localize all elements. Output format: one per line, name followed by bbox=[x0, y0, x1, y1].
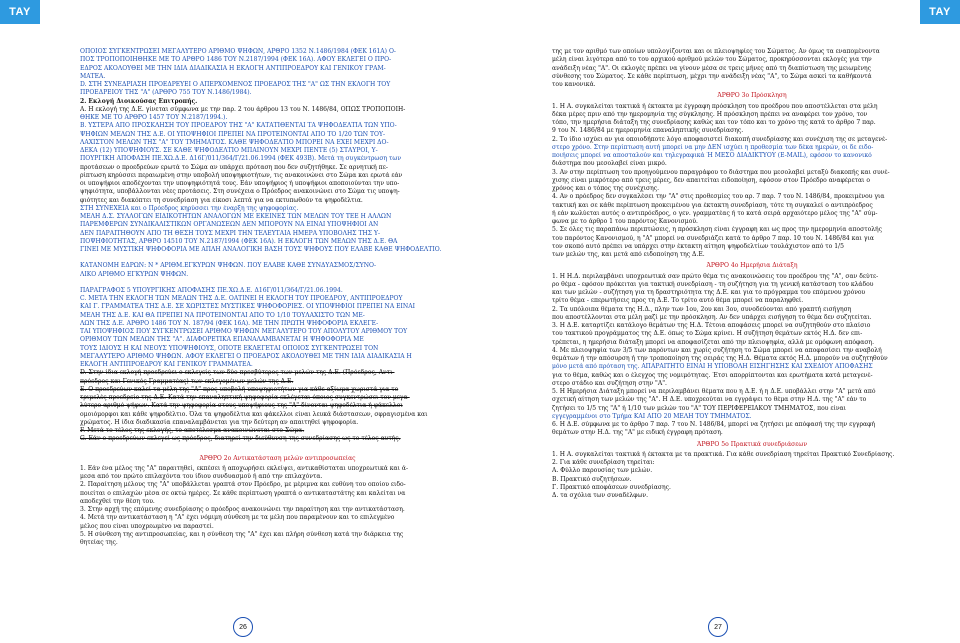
list-item: αποδεχθεί την θέση του. bbox=[80, 497, 155, 505]
list-item: σχετική αίτηση των μελών της "Α". Η Δ.Ε. υποχρεούται να εγγράψει το θέμα στην Η.Δ. της "Α" εάν το bbox=[552, 396, 867, 404]
list-item: του παρόντος Κανονισμού, η "Α" μπορεί να συνεδριάζει κατά το άρθρο 7 παρ. 10 του Ν. 1486/84 και για bbox=[552, 234, 874, 242]
text-line: Ε. Ο προεδρεύων καλεί τα μέλη της "Α" προς υποβολή υποψηφιοτήτων για κάθε αξίωμα χωριστά για το bbox=[80, 385, 399, 393]
article-4-heading: ΆΡΘΡΟ 4ο Ημερήσια Διάταξη bbox=[706, 262, 798, 270]
text-line: ΜΕΓΑΛΥΤΕΡΟ ΑΡΙΘΜΟ ΨΗΦΩΝ. ΑΦΟΥ ΕΚΛΕΓΕΙ Ο ΠΡΟΕΔΡΟΣ ΑΚΟΛΟΥΘΕΙ ΜΕ ΤΗΝ ΙΔΙΑ ΔΙΑΔΙΚΑΣΙΑ Η bbox=[80, 352, 412, 360]
list-item: τρίτο θέμα - επερωτήσεις προς τη Δ.Ε. Το τρίτο αυτό θέμα μπορεί να παραληφθεί. bbox=[552, 297, 804, 305]
list-item: ρο θέμα - εφόσον πρόκειται για τακτική συνεδρίαση - τη συζήτηση για τη γενική κατάσταση του κλάδου bbox=[552, 280, 874, 288]
list-item: 4. Μετά την αντικατάσταση η "Α" έχει νόμιμη σύνθεση με τα μέλη που παραμένουν και το επιλεγμένο bbox=[80, 514, 395, 522]
text-line: πρόεδρος και Γενικός Γραμματέας) των εκλεγομένων μελών της Δ.Ε. bbox=[80, 377, 294, 385]
text-line: ΠΟΥΡΓΙΚΗ ΑΠΟΦΑΣΗ ΠΕ.ΧΩ.Δ.Ε. Δ16Γ/011/364/Γ/21.06.1994 (ΦΕΚ 493Β). Μετά τη συγκέντρωση των bbox=[80, 155, 401, 163]
text-line: ΟΡΙΘΜΟΥ ΤΩΝ ΜΕΛΩΝ ΤΗΣ "Α". ΔΙΑΦΟΡΕΤΙΚΑ ΕΠΑΝΑΛΑΜΒΑΝΕΤΑΙ Η ΨΗΦΟΦΟΡΙΑ ΜΕ bbox=[80, 336, 364, 344]
article-3-heading: ΆΡΘΡΟ 3ο Πρόσκληση bbox=[717, 92, 787, 100]
list-item: 5. Σε όλες τις παραπάνω περιπτώσεις, η πρόσκληση είναι έγγραφη και ως προς την ημερομηνία αποστολής bbox=[552, 226, 883, 234]
list-item: χρόνος και ο τόπος της συνέχισης. bbox=[552, 185, 660, 192]
page-number-right: 27 bbox=[708, 617, 728, 637]
text-line: της με τον αριθμό των οποίων υπολογίζονται και οι πλειοψηφίες του Σώματος. Αν όμως τα εναπομένοντα bbox=[552, 48, 880, 55]
list-item: τρέπεται, η ημερήσια διάταξη μπορεί να αποφασίζεται από την πλειοψηφία, αλλά με ομόφωνη απόφαση. bbox=[552, 338, 875, 346]
list-item: μεσα από τον πρώτο επιλαχόντα του ίδιου συνδυασμού ή από την επιλαχόντα. bbox=[80, 473, 323, 480]
text-line: Β. ΥΣΤΕΡΑ ΑΠΟ ΠΡΟΣΚΛΗΣΗ ΤΟΥ ΠΡΟΕΔΡΟΥ ΤΗΣ "Α" ΚΑΤΑΤΙΘΕΝΤΑΙ ΤΑ ΨΗΦΟΔΕΛΤΙΑ ΤΩΝ ΥΠΟ- bbox=[80, 122, 397, 130]
text-line: ΕΚΛΟΓΗ ΑΝΤΙΠΡΟΕΔΡΟΥ ΚΑΙ ΓΕΝΙΚΟΥ ΓΡΑΜΜΑΤΕΑ. bbox=[80, 361, 253, 368]
list-item: ποιήσεις μπορεί να αποσταλούν και τηλεγραφικά Ή ΜΕΣΟ ΔΙΑΔΙΚΤΥΟΥ (E-MAIL), εφόσον το κανονικό bbox=[552, 152, 872, 159]
list-item: τόπο, την ημερήσια διάταξη της συνεδρίασης καθώς και τον τόπο και το χρόνο της κατά το άρθρο 7 παρ. bbox=[552, 119, 876, 126]
text-line bbox=[80, 254, 475, 262]
list-item: 2. Για κάθε συνεδρίαση τηρείται: bbox=[552, 459, 655, 466]
list-item: 4. Αν ο πρόεδρος δεν συγκαλέσει την "Α" στις προθεσμίες του αρ. 7 παρ. 7 του Ν. 1486/84, προκειμένου για bbox=[552, 193, 885, 201]
list-item: ή εάν κωλύεται αυτός ο αντιπρόεδρος, ο γεν. γραμματέας ή το κατά σειρά αρχαιότερο μέλος της "Α" σύμ- bbox=[552, 209, 878, 217]
text-line: χρώματος. Η ίδια διαδικασία επαναλαμβάνεται για την δεύτερη αν απαιτηθεί ψηφοφορία. bbox=[80, 418, 359, 426]
list-item: Β. Πρακτικό συζητήσεων. bbox=[552, 475, 632, 483]
text-line: ΔΕΚΑ (12) ΥΠΟΨΗΦΙΟΥΣ. ΣΕ ΚΑΘΕ ΨΗΦΟΔΕΛΤΙΟ ΜΠΑΙΝΟΥΝ ΜΕΧΡΙ ΠΕΝΤΕ (5) ΣΤΑΥΡΟΙ, Υ- bbox=[80, 147, 378, 154]
text-line: ΠΡΟΕΔΡΕΙΟΥ ΤΗΣ "Α" (ΑΡΘΡΟ 755 ΤΟΥ Ν.1486/1984). bbox=[80, 89, 252, 97]
text-line: Α. Η εκλογή της Δ.Ε. γίνεται σύμφωνα με την παρ. 2 του άρθρου 13 του Ν. 1486/84, ΟΠΩΣ ΤΡΟΠΟΠΟΙΗ- bbox=[80, 105, 406, 113]
list-item: θητείας της. bbox=[80, 539, 118, 546]
list-item: 2. Το ίδιο ισχύει αν για οποιοδήποτε λόγο αποφασιστεί διακοπή συνεδρίασης και συνέχιση της σε μεταγενέ- bbox=[552, 135, 888, 143]
list-item: εγγεγραμμένοι στο Τμήμα ΚΑΙ ΑΠΟ 20 ΜΕΛΗ ΤΟΥ ΤΜΗΜΑΤΟΣ. bbox=[552, 412, 752, 420]
list-item: τον σκοπό αυτό πρέπει να υπάρχει στην έκτακτη αίτηση ψηφοδελτίων τουλάχιστον από το 1/5 bbox=[552, 242, 844, 250]
list-item: 5. Η σύνθεση της αντιπροσωπείας, και η σύνθεση της "Α" έχει και πλήρη σύνθεση κατά την διάρκεια της bbox=[80, 530, 404, 538]
text-line: φιότητες και διακόπτει τη συνεδρίαση για είκοσι λεπτά για να εκτυπωθούν τα ψηφοδέλτια. bbox=[80, 196, 363, 204]
text-line: ΛΙΚΟ ΑΡΙΘΜΟ ΕΓΚΥΡΩΝ ΨΗΦΩΝ. bbox=[80, 270, 189, 278]
list-item: Α. Φύλλο παρουσίας των μελών. bbox=[552, 467, 653, 475]
text-line: D. ΣΤΗ ΣΥΝΕΔΡΙΑΣΗ ΠΡΟΕΔΡΕΥΕΙ Ο ΑΠΕΡΧΟΜΕΝΟΣ ΠΡΟΕΔΡΟΣ ΤΗΣ "Α" ΩΣ ΤΗΝ ΕΚΛΟΓΗ ΤΟΥ bbox=[80, 81, 391, 88]
list-item: τακτική και σε κάθε περίπτωση προκειμένου για έκτακτη συνεδρίαση, τότε τη συγκαλεί ο αντιπρόεδρος bbox=[552, 201, 873, 209]
text-line: G. Εάν ο προεδρεύων εκλεγεί ως πρόεδρος, διατηρεί την διεύθυνση της συνεδρίασης ως το τέλος αυτής. bbox=[80, 435, 401, 443]
text-line: οι υποψήφιοι αποδέχονται την υποψηφιότητά τους. Εάν υποψήφιος ή υποψήφιοι αποποιούνται την υπο- bbox=[80, 180, 400, 187]
text-line: ΚΑΙ Γ. ΓΡΑΜΜΑΤΕΑ ΤΗΣ Δ.Ε. ΣΕ ΧΩΡΙΣΤΕΣ ΜΥΣΤΙΚΕΣ ΨΗΦΟΦΟΡΙΕΣ. ΟΙ ΥΠΟΨΗΦΙΟΙ ΠΡΕΠΕΙ ΝΑ ΕΙΝΑΙ bbox=[80, 303, 415, 311]
text-line: ρίπτωση κηρύσσει περαιωμένη στην υποβολή υποψηφιοτήτων, τις ανακοινώνει στο Σώμα και ερωτά εάν bbox=[80, 171, 403, 179]
text-line: τριμελές προεδρείο της Δ.Ε. Κατά την επαναληπτική ψηφοφορία εκλέγεται όποιος συγκεντρώσει τον μεγα- bbox=[80, 394, 410, 401]
text-line: προτάσεων ο προεδρεύων ερωτά το Σώμα αν υπάρχει πρόταση που δεν συζητήθηκε. Σε αρνητική πε- bbox=[80, 163, 388, 171]
list-item: στερο στάδιο και συζήτηση στην "Α". bbox=[552, 379, 667, 387]
text-line: D. Στην ίδια εκλογή προεδρεύει ο εκλεγείς των δύο πρεσβύτερος των μελών της Δ.Ε. (Πρόεδρος, Αντι- bbox=[80, 369, 395, 377]
text-line: ΕΔΡΟΣ ΑΚΟΛΟΥΘΕΙ ΜΕ ΤΗΝ ΙΔΙΑ ΔΙΑΔΙΚΑΣΙΑ Η ΕΚΛΟΓΗ ΑΝΤΙΠΡΟΕΔΡΟΥ ΚΑΙ ΓΕΝΙΚΟΥ ΓΡΑΜ- bbox=[80, 64, 386, 72]
section-tab-left: ΤΑΥ bbox=[0, 0, 40, 24]
text-line: ΠΟΣ ΤΡΟΠΟΠΟΙΗΘΗΚΕ ΜΕ ΤΟ ΑΡΘΡΟ 1486 ΤΟΥ Ν.2187/1994 (ΦΕΚ 16Α). ΑΦΟΥ ΕΚΛΕΓΕΙ Ο ΠΡΟ- bbox=[80, 56, 392, 64]
list-item: φωνα με το άρθρο 1 του παρόντος Κανονισμού. bbox=[552, 218, 698, 225]
list-item: που αποστέλλονται στα μέλη μαζί με την πρόσκληση. Αν δεν υπάρχει εισήγηση το θέμα δεν συζητείται. bbox=[552, 313, 872, 321]
left-page-column bbox=[80, 48, 475, 547]
text-line: ανάδειξη νέας "Α". Οι εκλογές πρέπει να γίνουν μέσα σε τρεις μήνες από τη διαπίστωση της μειωμένης bbox=[552, 64, 872, 72]
text-line: ΠΑΡΕΜΦΕΡΩΝ ΣΥΝΔΙΚΑΛΙΣΤΙΚΩΝ ΟΡΓΑΝΩΣΕΩΝ ΔΕΝ ΜΠΟΡΟΥΝ ΝΑ ΕΙΝΑΙ ΥΠΟΨΗΦΙΟΙ ΑΝ bbox=[80, 221, 379, 229]
text-line: ΘΗΚΕ ΜΕ ΤΟ ΑΡΘΡΟ 1457 ΤΟΥ Ν.2187/1994.). bbox=[80, 114, 228, 121]
text-line: ΛΩΝ ΤΗΣ Δ.Ε. ΑΡΘΡΟ 1486 ΤΟΥ Ν. 187/94 (ΦΕΚ 16Α). ΜΕ ΤΗΝ ΠΡΩΤΗ ΨΗΦΟΦΟΡΙΑ ΕΚΛΕΓΕ- bbox=[80, 319, 379, 327]
list-item: στερο χρόνο. Στην περίπτωση αυτή μπορεί να μην ΔΕΝ ισχύει η προθεσμία των δέκα ημερών, οι δε ειδο- bbox=[552, 143, 874, 151]
list-item: 1. Η Α. συγκαλείται τακτικά ή έκτακτα με έγγραφη πρόσκληση του προέδρου που αποστέλλεται στα μέλη bbox=[552, 102, 878, 110]
right-page-column bbox=[552, 48, 952, 500]
list-item: 2. Παραίτηση μέλους της "Α" υποβάλλεται γραπτά στον Πρόεδρο, με μέριμνα και ευθύνη του οποίου ειδο- bbox=[80, 481, 406, 489]
text-line: F. Μετά το τέλος της εκλογής, το αποτέλεσμα ανακοινώνεται στο Σώμα. bbox=[80, 427, 305, 434]
list-item: 3. Η Δ.Ε. καταρτίζει κατάλογο θεμάτων της Η.Δ. Τέτοια αποφάσεις μπορεί να συζητηθούν στο πλαίσιο bbox=[552, 322, 871, 329]
text-line: του κανονικά. bbox=[552, 81, 596, 88]
list-item: Δ. τα σχόλια των συναδέλφων. bbox=[552, 492, 649, 499]
text-line: ΤΟΥΣ ΙΔΙΟΥΣ Η ΚΑΙ ΝΕΟΥΣ ΥΠΟΨΗΦΙΟΥΣ, ΟΠΟΤΕ ΕΚΛΕΓΕΤΑΙ ΟΠΟΙΟΣ ΣΥΓΚΕΝΤΡΩΣΕΙ ΤΟΝ bbox=[80, 344, 379, 352]
list-item: ζητήσει το 1/5 της "Α" ή 1/10 των μελών του "Α" ΤΟΥ ΠΕΡΙΦΕΡΕΙΑΚΟΥ ΤΜΗΜΑΤΟΣ, που είναι bbox=[552, 404, 846, 412]
text-line: ΛΑΧΙΣΤΟΝ ΜΕΛΩΝ ΤΗΣ "Α" ΤΟΥ ΤΜΗΜΑΤΟΣ. ΚΑΘΕ ΨΗΦΟΔΕΛΤΙΟ ΜΠΟΡΕΙ ΝΑ ΕΧΕΙ ΜΕΧΡΙ ΔΟ- bbox=[80, 138, 389, 146]
list-item: 1. Η Α. συγκαλείται τακτικά ή έκτακτα με τα πρακτικά. Για κάθε συνεδρίαση τηρείται Πρακτικό Συνεδρίασης. bbox=[552, 450, 895, 458]
article-5-heading: ΆΡΘΡΟ 5ο Πρακτικά συνεδριάσεων bbox=[696, 440, 808, 448]
list-item: 4. Με πλειοψηφία των 3/5 των παρόντων και χωρίς συζήτηση το Σώμα μπορεί να αποφασίσει την αναβολή bbox=[552, 346, 882, 354]
text-line: ΜΕΛΗ Δ.Σ. ΣΥΛΛΟΓΩΝ ΕΙΔΙΚΟΤΗΤΩΝ ΑΝΑΛΟΓΩΝ ΜΕ ΕΚΕΙΝΕΣ ΤΩΝ ΜΕΛΩΝ ΤΟΥ ΤΕΕ Η ΑΛΛΩΝ bbox=[80, 213, 392, 220]
text-line: ΨΗΦΙΩΝ ΜΕΛΩΝ ΤΗΣ Δ.Ε. ΟΙ ΥΠΟΨΗΦΙΟΙ ΠΡΕΠΕΙ ΝΑ ΠΡΟΤΕΙΝΟΝΤΑΙ ΑΠΟ ΤΟ 1/20 ΤΩΝ ΤΟΥ- bbox=[80, 130, 386, 138]
section-tab-right: ΤΑΥ bbox=[920, 0, 960, 24]
list-item: ποιείται ο επιλαχών μέσα σε οκτώ ημέρες. Σε κάθε περίπτωση γραπτά ο αντικαταστάτης και καλείται να bbox=[80, 489, 406, 497]
list-item: για το θέμα, καθώς και ο έλεγχος της νομιμότητας. Έτσι απορρίπτονται και ερωτήματα κατά μεταγενέ- bbox=[552, 371, 873, 379]
page-number-left: 26 bbox=[233, 617, 253, 637]
text-line: ομοιόμορφοι και κάθε ψηφοδέλτιο. Όλα τα ψηφοδέλτια και φάκελλοι είναι λευκά διάστασεων, σφραγισμένα και bbox=[80, 410, 428, 418]
list-item: 1. Εάν ένα μέλος της "Α" παραιτηθεί, εκπέσει ή αποχωρήσει εκλείψει, αντικαθίσταται υποχρεωτικά και ά- bbox=[80, 464, 409, 472]
text-line: σύνθεσης του Σώματος. Σε κάθε περίπτωση, μέχρι την ανάδειξη νέας "Α", το Σώμα ασκεί τα καθήκοντά bbox=[552, 72, 872, 80]
list-item: θεμάτων στην Η.Δ. της "Α" με ειδική έγγραφη πρόταση. bbox=[552, 429, 723, 437]
text-line: ΣΤΗ ΣΥΝΕΧΕΙΑ και ο Πρόεδρος κηρύσσει την έναρξη της ψηφοφορίας. bbox=[80, 204, 299, 212]
list-item: των μελών της, και μετά από ειδοποίηση της Δ.Ε. bbox=[552, 251, 705, 258]
text-line: ΓΙΝΕΙ ΜΕ ΜΥΣΤΙΚΗ ΨΗΦΟΦΟΡΙΑ ΜΕ ΑΠΛΗ ΑΝΑΛΟΓΙΚΗ ΒΑΣΗ ΤΟΥΣ ΨΗΦΟΥΣ ΠΟΥ ΕΛΑΒΕ ΚΑΘΕ ΨΗΦΟΔΕΛΤΙΟ. bbox=[80, 246, 442, 253]
list-item: και των μελών - συζήτηση για τη δραστηριότητα της Δ.Ε. και για το πρόγραμμα του επόμενου χρόνου bbox=[552, 289, 866, 296]
list-item: 3. Στην αρχή της επόμενης συνεδρίασης ο πρόεδρος ανακοινώνει την παραίτηση και την αντικατάσταση. bbox=[80, 506, 405, 513]
list-item: 1. Η Η.Δ. περιλαμβάνει υποχρεωτικά σαν πρώτο θέμα τις ανακοινώσεις του προέδρου της "Α", σαν δεύτε- bbox=[552, 272, 879, 280]
text-line: λύτερο αριθμό ψήφων. Κατά την ψηφοφορία στους υποψήφιους της "Α" δίνονται ψηφοδέλτια ή φάκελλοι bbox=[80, 402, 403, 410]
list-item: θεμάτων ή την απόσυρση ή την τροποποίηση της σειράς της Η.Δ. Θέματα εκτός Η.Δ. μπορούν να συζητηθούν bbox=[552, 355, 888, 362]
list-item: του τακτικού προγράμματος της Δ.Ε. όπως το Σώμα κρίνει. Η συζήτηση θεμάτων εκτός Η.Δ. δεν επι- bbox=[552, 330, 863, 338]
text-line: C. ΜΕΤΑ ΤΗΝ ΕΚΛΟΓΗ ΤΩΝ ΜΕΛΩΝ ΤΗΣ Δ.Ε. ΟΑΤΙΝΕΙ Η ΕΚΛΟΓΗ ΤΟΥ ΠΡΟΕΔΡΟΥ, ΑΝΤΙΠΡΟΕΔΡΟΥ bbox=[80, 295, 403, 302]
text-line: ΜΑΤΕΑ. bbox=[80, 72, 106, 80]
text-line: ΠΟΨΗΦΙΟΤΗΤΑΣ, ΑΡΘΡΟ 14510 ΤΟΥ Ν.2187/1994 (ΦΕΚ 16Α). Η ΕΚΛΟΓΗ ΤΩΝ ΜΕΛΩΝ ΤΗΣ Δ.Ε. ΘΑ bbox=[80, 237, 398, 245]
text-line: μέλη είναι λιγότερα από το του αρχικού αριθμού μελών του Σώματος, προκηρύσσονται εκλογές για την bbox=[552, 56, 872, 64]
list-item: μόνο μετά από πρόταση της. ΑΠΑΡΑΙΤΗΤΟ ΕΙΝΑΙ Η ΥΠΟΒΟΛΗ ΕΙΣΗΓΗΣΗΣ ΚΑΙ ΣΧΕΔΙΟΥ ΑΠΟΦΑΣΗΣ bbox=[552, 363, 873, 371]
list-item: 5. Η Ημερήσια Διάταξη μπορεί να περιλαμβάνει θέματα που η Δ.Ε. ή η Δ.Ε. υποβάλλει στην "Α" μετά από bbox=[552, 388, 876, 395]
article-2-heading: ΆΡΘΡΟ 2ο Αντικατάσταση μελών αντιπροσωπείας bbox=[199, 454, 356, 462]
text-line: ΤΑΙ ΥΠΟΨΗΦΙΟΣ ΠΟΥ ΣΥΓΚΕΝΤΡΩΣΕΙ ΑΡΙΘΜΟ ΨΗΦΩΝ ΜΕΓΑΛΥΤΕΡΟ ΤΟΥ ΑΠΟΛΥΤΟΥ ΑΡΙΘΜΟΥ ΤΟΥ bbox=[80, 328, 408, 335]
list-item: μέλος που είναι υποχρεωμένο να παραστεί. bbox=[80, 522, 214, 530]
text-line: ΟΠΟΙΟΣ ΣΥΓΚΕΝΤΡΩΣΕΙ ΜΕΓΑΛΥΤΕΡΟ ΑΡΙΘΜΟ ΨΗΦΩΝ, ΑΡΘΡΟ 1352 Ν.1486/1984 (ΦΕΚ 161Α) Ο- bbox=[80, 48, 396, 55]
list-item: χισης είναι μικρότερο από τρεις μέρες, δεν απαιτείται ειδοποίηση, εφόσον στον Πρόεδρο αναφέρεται ο bbox=[552, 176, 870, 184]
list-item: 6. Η Δ.Ε. σύμφωνα με το άρθρο 7 παρ. 7 του Ν. 1486/84, μπορεί να ζητήσει με απόφασή της την εγγραφή bbox=[552, 421, 875, 428]
text-line: ΔΕΝ ΠΑΡΑΙΤΗΘΟΥΝ ΑΠΟ ΤΗ ΘΕΣΗ ΤΟΥΣ ΜΕΧΡΙ ΤΗΝ ΤΕΛΕΥΤΑΙΑ ΗΜΕΡΑ ΥΠΟΒΟΛΗΣ ΤΗΣ Υ- bbox=[80, 229, 380, 237]
list-item: 9 του Ν. 1486/84 με ημερομηνία επαναληπτικής συνεδρίασης. bbox=[552, 127, 744, 135]
list-item: δέκα μέρες πριν από την ημερομηνία της σύγκλησης. Η πρόσκληση πρέπει να αναφέρει τον χρόνο, τον bbox=[552, 110, 868, 118]
text-line: ΚΑΤΑΝΟΜΗ ΕΔΡΩΝ: Ν * ΑΡΙΘΜ.ΕΓΚΥΡΩΝ ΨΗΦΩΝ. ΠΟΥ ΕΛΑΒΕ ΚΑΘΕ ΣΥΝΔΥΑΣΜΟΣ/ΣΥΝΟ- bbox=[80, 262, 377, 270]
text-line: ΜΕΛΗ ΤΗΣ Δ.Ε. ΚΑΙ ΘΑ ΠΡΕΠΕΙ ΝΑ ΠΡΟΤΕΙΝΟΝΤΑΙ ΑΠΟ ΤΟ 1/10 ΤΟΥΛΑΧΙΣΤΟ ΤΩΝ ΜΕ- bbox=[80, 311, 365, 319]
list-item: διάστημα που μεσολαβεί είναι μικρό. bbox=[552, 160, 667, 168]
text-line: ψηφιότητα, υποβάλλονται νέες προτάσεις. Στη συνέχεια ο Πρόεδρος ανακοινώνει στο Σώμα τις υποψη- bbox=[80, 188, 400, 196]
text-line bbox=[80, 279, 475, 287]
list-item: 2. Τα υπόλοιπα θέματα της Η.Δ., πλην των 1ου, 2ου και 3ου, συνοδεύονται από γραπτή εισήγηση bbox=[552, 305, 852, 313]
text-line: ΠΑΡΑΓΡΑΦΟΣ 5 ΥΠΟΥΡΓΙΚΗΣ ΑΠΟΦΑΣΗΣ ΠΕ.ΧΩ.Δ.Ε. Δ16Γ/011/364/Γ/21.06.1994. bbox=[80, 286, 343, 294]
text-line: 2. Εκλογή Διοικούσας Επιτροπής. bbox=[80, 97, 198, 105]
list-item: Γ. Πρακτικό αποφάσεων συνεδρίασης. bbox=[552, 483, 671, 491]
list-item: 3. Αν στην περίπτωση του προηγούμενου παραγράφου το διάστημα που μεσολαβεί μεταξύ διακοπής και συνέ- bbox=[552, 168, 890, 176]
text-line bbox=[80, 444, 475, 452]
